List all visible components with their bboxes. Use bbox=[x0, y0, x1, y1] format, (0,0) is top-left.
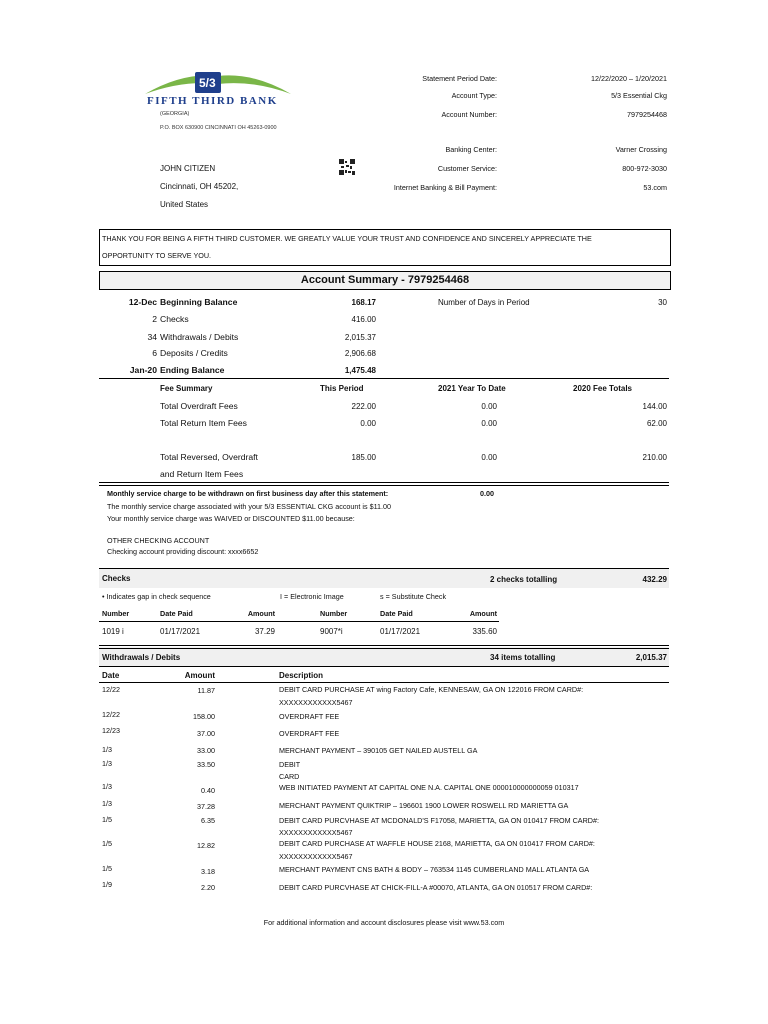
fee-prev-year-header: 2020 Fee Totals bbox=[573, 384, 632, 393]
footer-disclosure: For additional information and account disclosures please visit www.53.com bbox=[263, 918, 505, 927]
summary-divider bbox=[99, 378, 669, 379]
checks-legend-substitute: s = Substitute Check bbox=[380, 592, 447, 601]
fee-return-prev: 62.00 bbox=[646, 419, 667, 428]
withdrawal-amount: 2.20 bbox=[201, 883, 215, 892]
service-charge-line4: Checking account providing discount: xxxx6652 bbox=[107, 547, 259, 556]
fee-summary-header: Fee Summary bbox=[160, 384, 213, 393]
check-amount-2: 335.60 bbox=[472, 627, 497, 636]
thank-you-line1: THANK YOU FOR BEING A FIFTH THIRD CUSTOMER. WE GREATLY VALUE YOUR TRUST AND CONFIDENCE AND SINCERELY APPRECIATE THE bbox=[102, 234, 592, 243]
fee-ytd-header: 2021 Year To Date bbox=[438, 384, 506, 393]
service-charge-amount: 0.00 bbox=[480, 489, 494, 498]
checks-totalling: 2 checks totalling bbox=[490, 575, 558, 584]
checks-header-rule bbox=[99, 621, 499, 622]
summary-deposits-label: Deposits / Credits bbox=[160, 348, 228, 358]
withdrawal-description: DEBIT CARD PURCHASE AT WAFFLE HOUSE 2168, MARIETTA, GA ON 010417 FROM CARD#: bbox=[279, 839, 595, 848]
withdrawal-amount: 11.87 bbox=[197, 686, 215, 695]
checks-col-amount-2: Amount bbox=[469, 609, 497, 618]
bank-name: FIFTH THIRD BANK bbox=[147, 95, 278, 107]
service-charge-line3: OTHER CHECKING ACCOUNT bbox=[107, 536, 210, 545]
withdrawals-total: 2,015.37 bbox=[635, 653, 667, 662]
withdrawal-description: DEBIT CARD PURCVHASE AT MCDONALD'S F17058, MARIETTA, GA ON 010417 FROM CARD#: bbox=[279, 816, 599, 825]
internet-banking-value: 53.com bbox=[643, 183, 667, 192]
withdrawal-amount: 3.18 bbox=[201, 867, 215, 876]
withdrawals-col-date: Date bbox=[102, 671, 120, 680]
withdrawal-amount: 37.28 bbox=[197, 802, 215, 811]
thank-you-line2: OPPORTUNITY TO SERVE YOU. bbox=[102, 251, 212, 260]
check-number-2: 9007*i bbox=[320, 627, 343, 636]
withdrawal-date: 1/3 bbox=[102, 799, 112, 808]
withdrawal-date: 1/5 bbox=[102, 839, 112, 848]
summary-begin-amount: 168.17 bbox=[351, 298, 376, 307]
withdrawal-amount: 33.00 bbox=[197, 746, 215, 755]
account-number-label: Account Number: bbox=[441, 110, 497, 119]
checks-legend-gap: • Indicates gap in check sequence bbox=[102, 592, 211, 601]
withdrawal-description-2: XXXXXXXXXXXX5467 bbox=[279, 828, 353, 837]
summary-begin-date: 12-Dec bbox=[128, 297, 157, 307]
summary-end-label: Ending Balance bbox=[160, 365, 225, 375]
fee-this-period-header: This Period bbox=[320, 384, 364, 393]
withdrawals-col-description: Description bbox=[279, 671, 324, 680]
summary-end-date: Jan-20 bbox=[129, 365, 157, 375]
fee-return-period: 0.00 bbox=[360, 419, 376, 428]
fee-divider bbox=[99, 482, 669, 486]
internet-banking-label: Internet Banking & Bill Payment: bbox=[393, 183, 497, 192]
checks-col-number-1: Number bbox=[102, 609, 130, 618]
withdrawals-header-bg bbox=[99, 647, 669, 667]
customer-country: United States bbox=[160, 200, 209, 209]
checks-col-number-2: Number bbox=[320, 609, 348, 618]
withdrawal-date: 1/5 bbox=[102, 864, 112, 873]
withdrawal-description-2: XXXXXXXXXXXX5467 bbox=[279, 698, 353, 707]
withdrawal-description: OVERDRAFT FEE bbox=[279, 712, 340, 721]
fee-reversed-period: 185.00 bbox=[351, 453, 376, 462]
fee-return-label: Total Return Item Fees bbox=[160, 418, 247, 428]
withdrawal-date: 12/22 bbox=[102, 685, 120, 694]
svg-text:5/3: 5/3 bbox=[199, 76, 216, 90]
checks-col-amount-1: Amount bbox=[247, 609, 275, 618]
withdrawal-date: 1/3 bbox=[102, 745, 112, 754]
withdrawals-col-amount: Amount bbox=[184, 671, 215, 680]
customer-service-label: Customer Service: bbox=[437, 164, 497, 173]
period-label: Statement Period Date: bbox=[422, 74, 497, 83]
check-date: 01/17/2021 bbox=[160, 627, 201, 636]
withdrawal-description: MERCHANT PAYMENT QUIKTRIP – 196601 1900 LOWER ROSWELL RD MARIETTA GA bbox=[279, 801, 569, 810]
summary-checks-count: 2 bbox=[152, 314, 157, 324]
withdrawal-description: MERCHANT PAYMENT – 390105 GET NAILED AUSTELL GA bbox=[279, 746, 478, 755]
withdrawal-description-2: CARD bbox=[279, 772, 300, 781]
checks-top-rule bbox=[99, 568, 669, 569]
checks-total: 432.29 bbox=[642, 575, 667, 584]
withdrawal-amount: 158.00 bbox=[193, 712, 215, 721]
withdrawal-date: 1/3 bbox=[102, 759, 112, 768]
withdrawal-description: DEBIT CARD PURCHASE AT wing Factory Cafe, KENNESAW, GA ON 122016 FROM CARD#: bbox=[279, 685, 584, 694]
withdrawal-date: 1/9 bbox=[102, 880, 112, 889]
withdrawal-amount: 37.00 bbox=[197, 729, 215, 738]
account-number-value: 7979254468 bbox=[627, 110, 667, 119]
account-type-label: Account Type: bbox=[451, 91, 497, 100]
summary-deposits-count: 6 bbox=[152, 348, 157, 358]
fee-reversed-ytd: 0.00 bbox=[481, 453, 497, 462]
check-number: 1019 i bbox=[102, 627, 124, 636]
thank-you-box bbox=[99, 229, 671, 266]
summary-checks-label: Checks bbox=[160, 314, 189, 324]
withdrawal-description: WEB INITIATED PAYMENT AT CAPITAL ONE N.A. CAPITAL ONE 000010000000059 010317 bbox=[279, 783, 579, 792]
withdrawal-date: 1/3 bbox=[102, 782, 112, 791]
fee-overdraft-prev: 144.00 bbox=[642, 402, 667, 411]
summary-withdrawals-count: 34 bbox=[147, 332, 157, 342]
summary-withdrawals-amount: 2,015.37 bbox=[344, 333, 376, 342]
withdrawal-description: OVERDRAFT FEE bbox=[279, 729, 340, 738]
withdrawal-date: 12/23 bbox=[102, 726, 120, 735]
bank-address: P.O. BOX 630900 CINCINNATI OH 45263-0900 bbox=[160, 125, 277, 131]
period-value: 12/22/2020 – 1/20/2021 bbox=[591, 74, 667, 83]
account-type-value: 5/3 Essential Ckg bbox=[611, 91, 667, 100]
bank-state: (GEORGIA) bbox=[160, 111, 190, 117]
fee-reversed-prev: 210.00 bbox=[642, 453, 667, 462]
days-label: Number of Days in Period bbox=[438, 298, 530, 307]
fee-overdraft-label: Total Overdraft Fees bbox=[160, 401, 238, 411]
withdrawal-amount: 0.40 bbox=[201, 786, 215, 795]
withdrawal-amount: 12.82 bbox=[197, 841, 215, 850]
withdrawal-description: DEBIT bbox=[279, 760, 301, 769]
withdrawal-amount: 33.50 bbox=[197, 760, 215, 769]
withdrawal-date: 1/5 bbox=[102, 815, 112, 824]
service-charge-heading: Monthly service charge to be withdrawn on first business day after this statement: bbox=[107, 489, 389, 498]
summary-withdrawals-label: Withdrawals / Debits bbox=[160, 332, 239, 342]
fee-reversed-label2: and Return Item Fees bbox=[160, 469, 244, 479]
service-charge-line2: Your monthly service charge was WAIVED or DISCOUNTED $11.00 because: bbox=[107, 514, 355, 523]
checks-title: Checks bbox=[102, 574, 131, 583]
customer-service-value: 800-972-3030 bbox=[622, 164, 667, 173]
withdrawals-title: Withdrawals / Debits bbox=[102, 653, 181, 662]
check-date-2: 01/17/2021 bbox=[380, 627, 421, 636]
days-value: 30 bbox=[658, 298, 667, 307]
customer-city: Cincinnati, OH 45202, bbox=[160, 182, 239, 191]
summary-deposits-amount: 2,906.68 bbox=[344, 349, 376, 358]
checks-legend-image: I = Electronic Image bbox=[280, 592, 344, 601]
check-amount: 37.29 bbox=[254, 627, 275, 636]
summary-end-amount: 1,475.48 bbox=[344, 366, 376, 375]
withdrawal-date: 12/22 bbox=[102, 710, 120, 719]
withdrawals-header-rule bbox=[99, 682, 669, 683]
summary-begin-label: Beginning Balance bbox=[160, 297, 238, 307]
withdrawals-totalling: 34 items totalling bbox=[490, 653, 556, 662]
banking-center-label: Banking Center: bbox=[445, 145, 497, 154]
summary-checks-amount: 416.00 bbox=[351, 315, 376, 324]
fee-return-ytd: 0.00 bbox=[481, 419, 497, 428]
account-summary-title: Account Summary - 7979254468 bbox=[99, 271, 671, 290]
checks-col-date-1: Date Paid bbox=[160, 609, 193, 618]
banking-center-value: Varner Crossing bbox=[615, 145, 667, 154]
withdrawal-amount: 6.35 bbox=[201, 816, 215, 825]
checks-col-date-2: Date Paid bbox=[380, 609, 413, 618]
withdrawal-description-2: XXXXXXXXXXXX5467 bbox=[279, 852, 353, 861]
fee-overdraft-ytd: 0.00 bbox=[481, 402, 497, 411]
fee-reversed-label: Total Reversed, Overdraft bbox=[160, 452, 258, 462]
checks-header-bg bbox=[99, 568, 669, 588]
customer-name: JOHN CITIZEN bbox=[160, 164, 216, 173]
withdrawals-top-rule bbox=[99, 645, 669, 649]
withdrawal-description: DEBIT CARD PURCVHASE AT CHICK-FILL-A #00070, ATLANTA, GA ON 010517 FROM CARD#: bbox=[279, 883, 593, 892]
fee-overdraft-period: 222.00 bbox=[351, 402, 376, 411]
withdrawal-description: MERCHANT PAYMENT CNS BATH & BODY – 763534 1145 CUMBERLAND MALL ATLANTA GA bbox=[279, 865, 590, 874]
service-charge-line1: The monthly service charge associated with your 5/3 ESSENTIAL CKG account is $11.00 bbox=[107, 502, 392, 511]
withdrawals-title-rule bbox=[99, 666, 669, 667]
